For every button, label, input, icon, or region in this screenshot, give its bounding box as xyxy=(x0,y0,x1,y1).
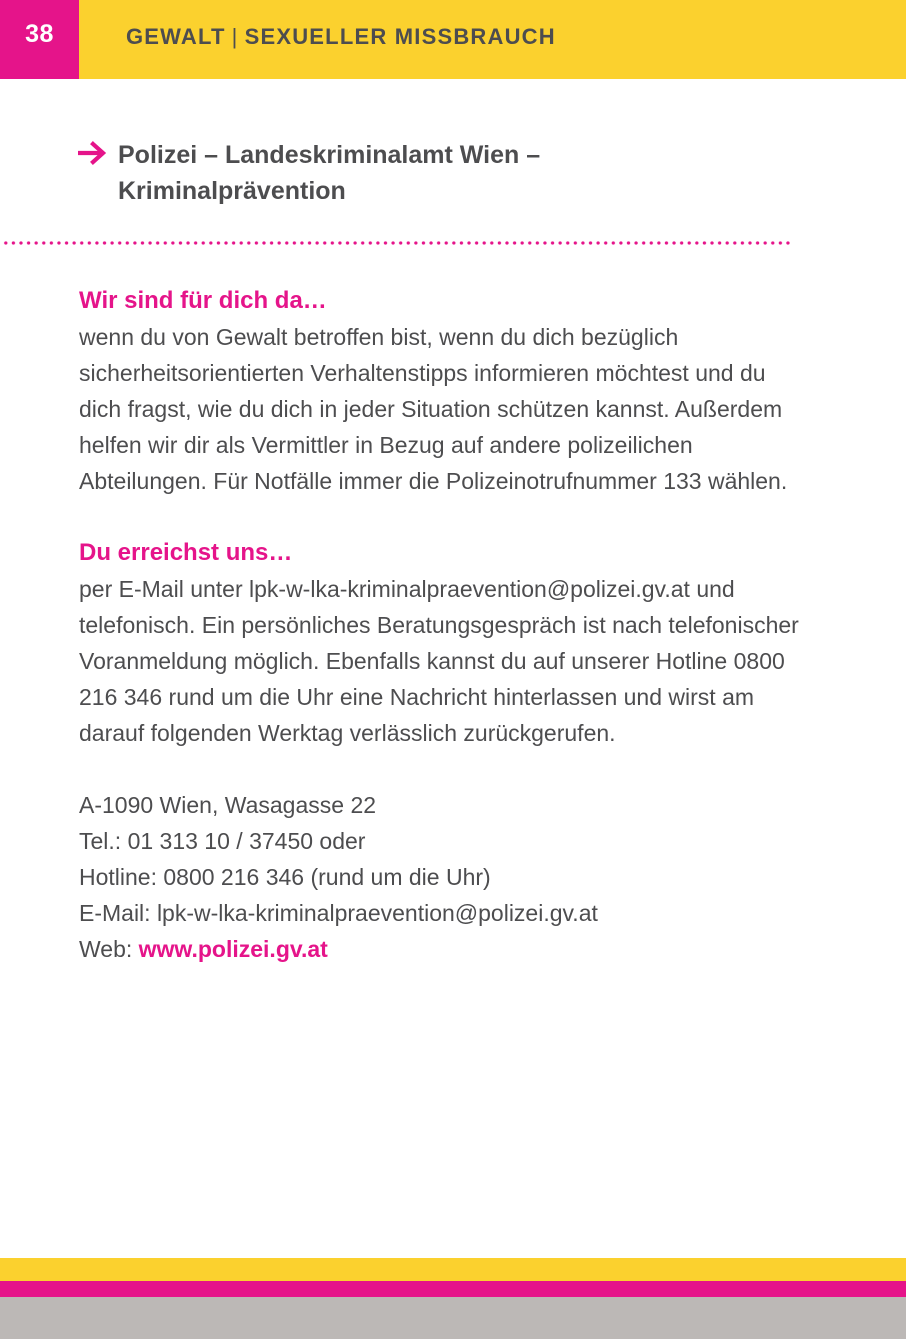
footer-stripe-pink xyxy=(0,1281,906,1297)
page-number-box xyxy=(0,0,79,79)
address-email[interactable]: E-Mail: lpk-w-lka-kriminalpraevention@polizei.gv.at xyxy=(79,900,598,926)
address-phone: Tel.: 01 313 10 / 37450 oder xyxy=(79,828,366,854)
website-link[interactable]: www.polizei.gv.at xyxy=(138,936,328,962)
intro-paragraph: wenn du von Gewalt betroffen bist, wenn du dich bezüglich sicherheitsorientierten Verhaltenstipps informieren möchtest und du dich fragst, wie du dich in jeder Situation schützen kannst. Außerdem helfen wir dir als Vermittler in Bezug auf andere polizeilichen Abteilungen. Für Notfälle immer die Polizeinotrufnummer 133 wählen. xyxy=(79,324,788,494)
header-title xyxy=(126,24,556,50)
address-hotline: Hotline: 0800 216 346 (rund um die Uhr) xyxy=(79,864,491,890)
contact-paragraph: per E-Mail unter lpk-w-lka-kriminalpraevention@polizei.gv.at und telefonisch. Ein persönliches Beratungsgespräch ist nach telefonischer Voranmeldung möglich. Ebenfalls kannst du auf unserer Hotline 0800 216 346 rund um die Uhr eine Nachricht hinterlassen und wirst am darauf folgenden Werktag verlässlich zurückgerufen. xyxy=(79,576,799,746)
organization-title: Polizei – Landeskriminalamt Wien – Kriminalprävention xyxy=(118,141,541,205)
header-section: GEWALT xyxy=(126,24,226,49)
header-subsection: SEXUELLER MISSBRAUCH xyxy=(244,24,556,49)
address-street: A-1090 Wien, Wasagasse 22 xyxy=(79,792,377,818)
spacer xyxy=(79,751,809,787)
contact-heading: Du erreichst uns… xyxy=(79,539,293,566)
address-web xyxy=(79,931,809,967)
arrow-right-icon xyxy=(78,141,108,165)
spacer xyxy=(79,499,809,535)
page-number: 38 xyxy=(25,20,54,48)
main-content xyxy=(79,283,809,967)
footer-stripe-yellow xyxy=(0,1258,906,1281)
header-separator: | xyxy=(231,24,239,49)
intro-heading: Wir sind für dich da… xyxy=(79,287,327,314)
footer-stripe-gray xyxy=(0,1297,906,1339)
web-label: Web: xyxy=(79,936,139,962)
page-header xyxy=(0,0,906,79)
dotted-divider xyxy=(2,240,790,246)
